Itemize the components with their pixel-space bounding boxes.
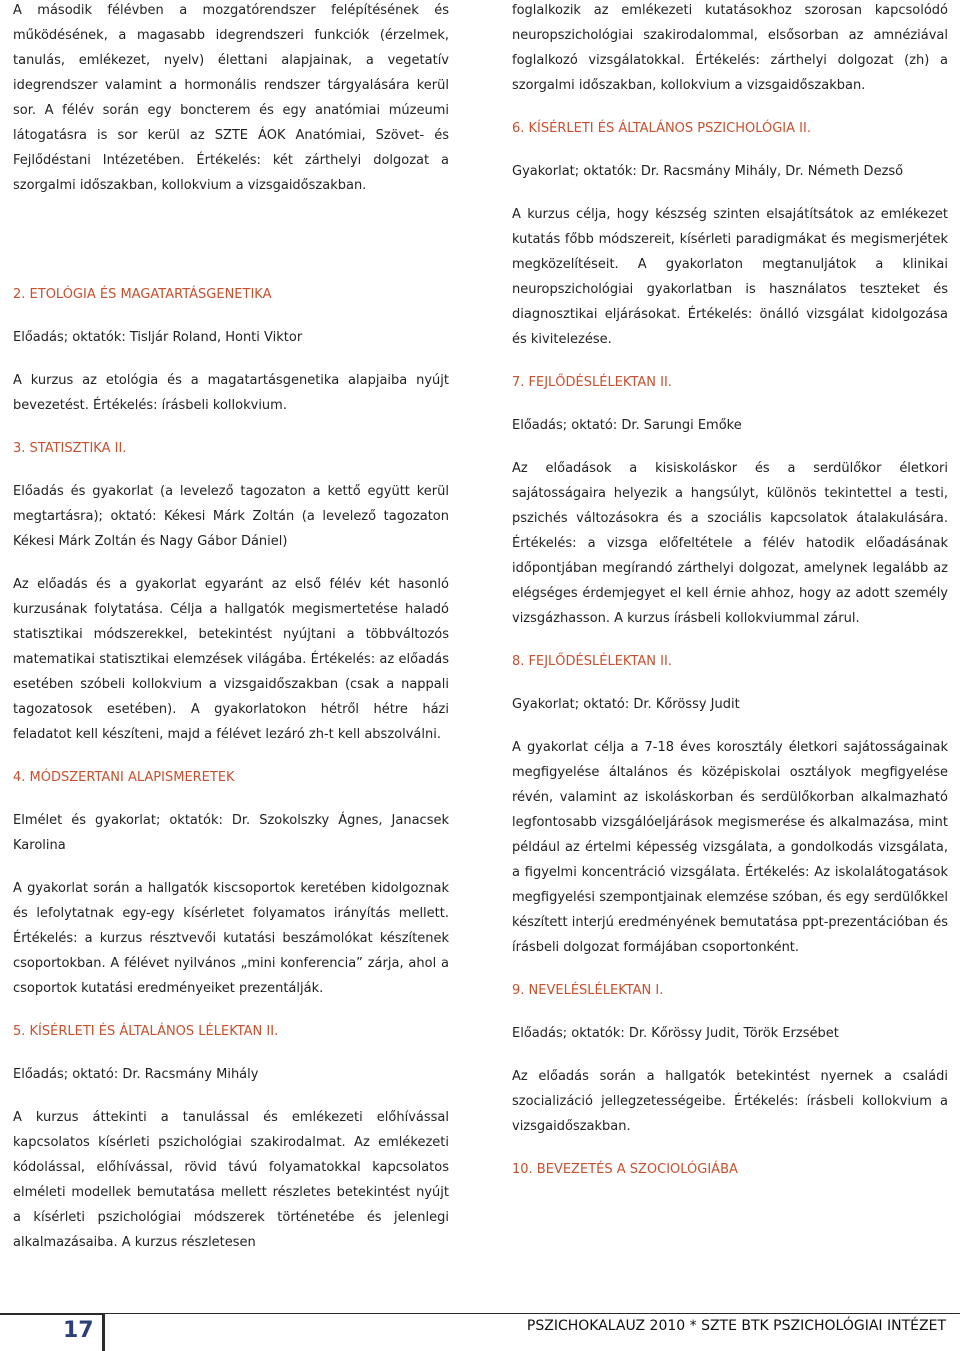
section-8-staff: Gyakorlat; oktató: Dr. Kőrössy Judit	[512, 697, 740, 712]
section-8-body: A gyakorlat célja a 7-18 éves korosztály életkori sajátosságainak megfigyelése általános és középiskolai osztályok megfigyelése révén, valamint az iskoláskorban és serdülőkorban alkalmazható legfontosabb vizsgálóeljárások megismerése és alkalmazása, mint például az értelmi képesség vizsgálata, a gondolkodás vizsgálata, a figyelmi koncentráció vizsgálata. Értékelés: Az iskolalátogatások megfigyelési szempontjainak elemzése szóban, és egy serdülőkkel készített interjú eredményének bemutatása ppt-prezentációban és írásbeli dolgozat formájában csoportonként.	[512, 740, 948, 955]
section-2-heading: 2. ETOLÓGIA ÉS MAGATARTÁSGENETIKA	[13, 287, 272, 302]
section-6-staff: Gyakorlat; oktatók: Dr. Racsmány Mihály, Dr. Németh Dezső	[512, 164, 904, 179]
section-6-body: A kurzus célja, hogy készség szinten elsajátítsátok az emlékezet kutatás főbb módszereit, kísérleti paradigmákat és megismerjétek megközelítéseit. A gyakorlaton megtanuljátok a klinikai neuropszichológiai gyakorlatban is használatos teszteket és diagnosztikai eljárásokat. Értékelés: önálló vizsgálat kidolgozása és kivitelezése.	[512, 207, 948, 347]
page-number: 17	[63, 1318, 94, 1343]
page-number-separator	[102, 1314, 105, 1351]
section-4-body: A gyakorlat során a hallgatók kiscsoportok keretében kidolgoznak és lefolytatnak egy-egy kísérletet folyamatos irányítás mellett. Értékelés: a kurzus résztvevői kutatási beszámolókat készítenek csoportokban. A félévet nyilvános „mini konferencia” zárja, ahol a csoportok kutatási eredményeiket prezentálják.	[13, 881, 449, 996]
running-footer: PSZICHOKALAUZ 2010 * SZTE BTK PSZICHOLÓGIAI INTÉZET	[526, 1318, 946, 1334]
right-column	[512, 0, 948, 1182]
section-5-continuation: foglalkozik az emlékezeti kutatásokhoz szorosan kapcsolódó neuropszichológiai szakirodalommal, elsősorban az amnéziával foglalkozó vizsgálatokkal. Értékelés: zárthelyi dolgozat (zh) a szorgalmi időszakban, kollokvium a vizsgaidőszakban.	[512, 3, 948, 93]
section-9-body: Az előadás során a hallgatók betekintést nyernek a családi szocializáció jellegzetességeibe. Értékelés: írásbeli kollokvium a vizsgaidőszakban.	[512, 1069, 948, 1134]
section-7-heading: 7. FEJLŐDÉSLÉLEKTAN II.	[512, 375, 672, 390]
section-5-staff: Előadás; oktató: Dr. Racsmány Mihály	[13, 1067, 259, 1082]
section-7-body: Az előadások a kisiskoláskor és a serdülőkor életkori sajátosságaira helyezik a hangsúlyt, különös tekintettel a testi, pszichés változásokra és a szociális kapcsolatok átalakulására. Értékelés: a vizsga előfeltétele a félév hatodik előadásának időpontjában megírandó zárthelyi dolgozat, amelynek legalább az elégséges érdemjegyet el kell érnie ahhoz, hogy az adott személy vizsgázhasson. A kurzus írásbeli kollokviummal zárul.	[512, 461, 948, 626]
section-3-staff: Előadás és gyakorlat (a levelező tagozaton a kettő együtt kerül megtartásra); oktató: Kékesi Márk Zoltán (a levelező tagozaton Kékesi Márk Zoltán és Nagy Gábor Dániel)	[13, 484, 449, 549]
left-column	[13, 0, 449, 1255]
section-5-heading: 5. KÍSÉRLETI ÉS ÁLTALÁNOS LÉLEKTAN II.	[13, 1024, 279, 1039]
section-4-heading: 4. MÓDSZERTANI ALAPISMERETEK	[13, 770, 235, 785]
section-9-heading: 9. NEVELÉSLÉLEKTAN I.	[512, 983, 664, 998]
section-4-staff: Elmélet és gyakorlat; oktatók: Dr. Szokolszky Ágnes, Janacsek Karolina	[13, 813, 449, 853]
section-3-body: Az előadás és a gyakorlat egyaránt az első félév két hasonló kurzusának folytatása. Célja a hallgatók megismertetése haladó statisztikai módszerekkel, betekintést nyújtani a többváltozós matematikai statisztikai elemzések világába. Értékelés: az előadás esetében szóbeli kollokvium a vizsgaidőszakban (csak a nappali tagozatosok esetében). A gyakorlatokon hétről hétre házi feladatot kell készíteni, majd a félévet lezáró zh-t kell abszolválni.	[13, 577, 449, 742]
section-5-body: A kurzus áttekinti a tanulással és emlékezeti előhívással kapcsolatos kísérleti pszichológiai szakirodalmat. Az emlékezeti kódolással, előhívással, rövid távú folyamatokkal kapcsolatos elméleti modellek bemutatása mellett részletes betekintést nyújt a kísérleti pszichológiai módszerek történetébe és jelenlegi alkalmazásaiba. A kurzus részletesen	[13, 1110, 449, 1250]
section-8-heading: 8. FEJLŐDÉSLÉLEKTAN II.	[512, 654, 672, 669]
section-10-heading: 10. BEVEZETÉS A SZOCIOLÓGIÁBA	[512, 1162, 738, 1177]
footer-rule-left	[0, 1313, 103, 1315]
intro-paragraph: A második félévben a mozgatórendszer felépítésének és működésének, a magasabb idegrendszeri funkciók (érzelmek, tanulás, emlékezet, nyelv) élettani alapjainak, a vegetatív idegrendszer valamint a hormonális rendszer tárgyalására kerül sor. A félév során egy boncterem és egy anatómiai múzeumi látogatásra is sor kerül az SZTE ÁOK Anatómiai, Szövet- és Fejlődéstani Intézetében. Értékelés: két zárthelyi dolgozat a szorgalmi időszakban, kollokvium a vizsgaidőszakban.	[13, 3, 449, 193]
footer-rule-right	[103, 1313, 960, 1314]
section-3-heading: 3. STATISZTIKA II.	[13, 441, 127, 456]
section-9-staff: Előadás; oktatók: Dr. Kőrössy Judit, Török Erzsébet	[512, 1026, 839, 1041]
section-6-heading: 6. KÍSÉRLETI ÉS ÁLTALÁNOS PSZICHOLÓGIA II.	[512, 121, 811, 136]
section-2-staff: Előadás; oktatók: Tisljár Roland, Honti Viktor	[13, 330, 303, 345]
section-2-body: A kurzus az etológia és a magatartásgenetika alapjaiba nyújt bevezetést. Értékelés: írásbeli kollokvium.	[13, 373, 449, 413]
section-7-staff: Előadás; oktató: Dr. Sarungi Emőke	[512, 418, 742, 433]
